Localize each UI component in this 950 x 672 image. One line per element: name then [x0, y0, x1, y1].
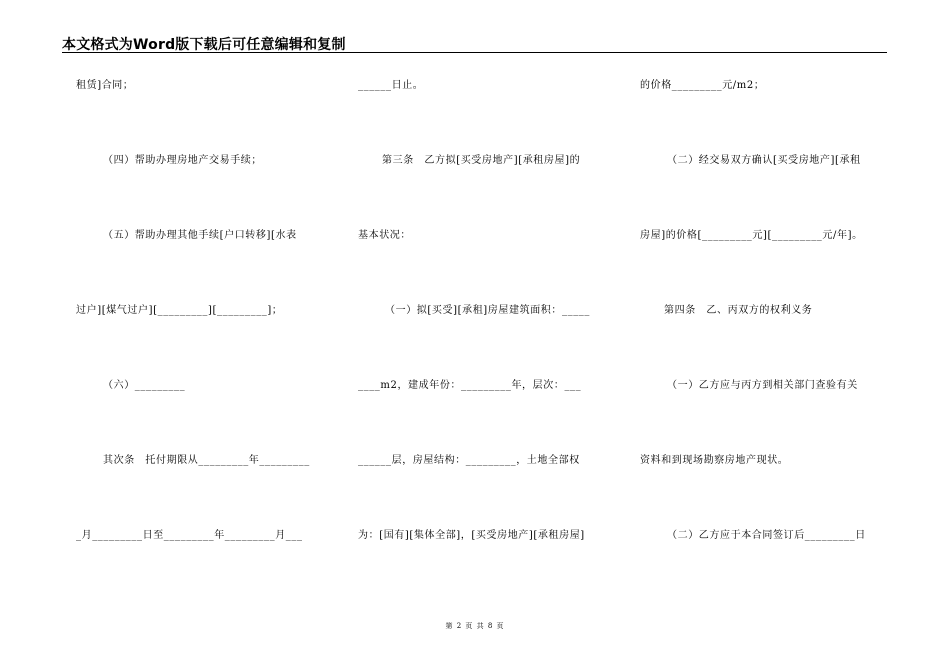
col1-line-3: （五）帮助办理其他手续[户口转移][水表: [103, 230, 297, 241]
col3-line-1: 的价格_________元/m2；: [640, 80, 765, 91]
col1-line-4: 过户][煤气过户][_________][_________]；: [76, 305, 283, 316]
col3-line-2: （二）经交易双方确认[买受房地产][承租: [667, 155, 861, 166]
col2-line-5: ____m2，建成年份：_________年，层次：___: [358, 380, 582, 391]
col3-line-4: 第四条 乙、丙双方的权利义务: [664, 305, 813, 316]
col1-line-1: 租赁]合同；: [76, 80, 134, 91]
page-number-footer: 第 2 页 共 8 页: [445, 622, 505, 630]
col3-line-3: 房屋]的价格[_________元][_________元/年]。: [640, 230, 863, 241]
document-header-title: 本文格式为Word版下载后可任意编辑和复制: [62, 37, 346, 53]
col2-line-2: 第三条 乙方拟[买受房地产][承租房屋]的: [382, 155, 581, 166]
col1-line-5: （六）_________: [103, 380, 186, 391]
col2-line-4: （一）拟[买受][承租]房屋建筑面积：_____: [385, 305, 591, 316]
col3-line-5: （一）乙方应与丙方到相关部门查验有关: [667, 380, 858, 391]
col1-line-2: （四）帮助办理房地产交易手续；: [103, 155, 262, 166]
col2-line-7: 为：[国有][集体全部]，[买受房地产][承租房屋]: [358, 530, 585, 541]
col3-line-6: 资料和到现场勘察房地产现状。: [640, 455, 789, 466]
col2-line-3: 基本状况：: [358, 230, 411, 241]
header-divider: [62, 52, 887, 53]
col2-line-1: ______日止。: [358, 80, 424, 91]
col1-line-7: _月_________日至_________年_________月___: [76, 530, 303, 541]
col3-line-7: （二）乙方应于本合同签订后_________日: [667, 530, 866, 541]
col2-line-6: ______层，房屋结构：_________，土地全部权: [358, 455, 580, 466]
col1-line-6: 其次条 托付期限从_________年_________: [103, 455, 310, 466]
